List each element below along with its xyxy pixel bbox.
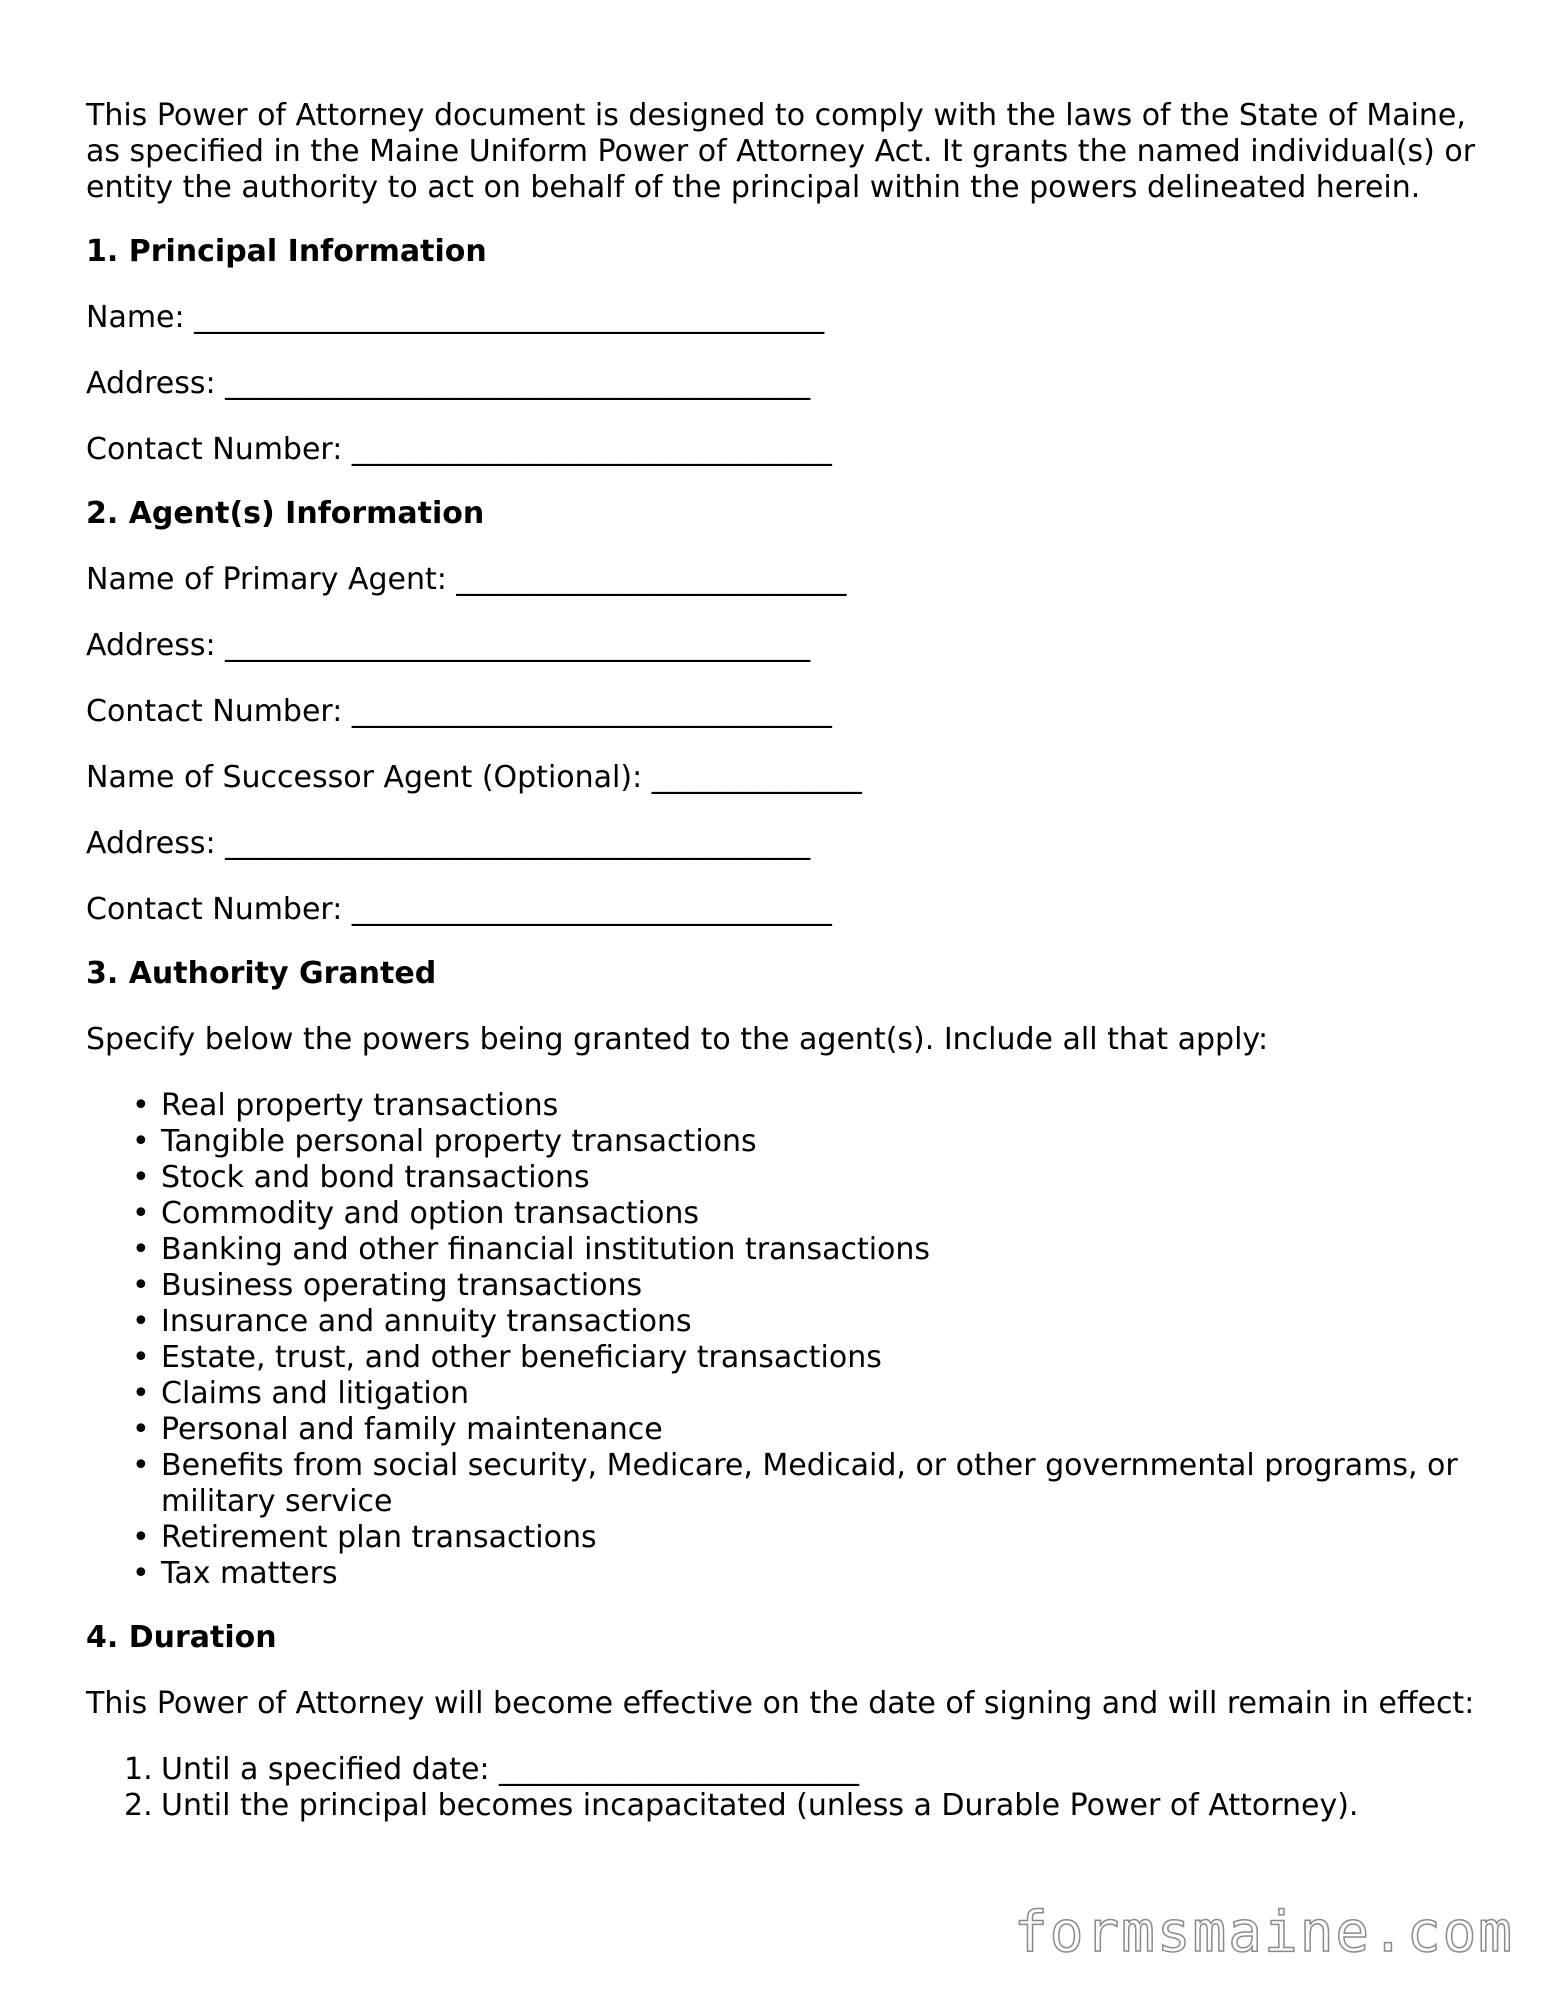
list-item [86, 1088, 1476, 1124]
bullet-icon: • [132, 1340, 150, 1375]
section-title-agents: 2. Agent(s) Information [86, 496, 485, 531]
bullet-icon: • [132, 1232, 150, 1267]
option-number: 2. [124, 1788, 153, 1823]
power-label: Business operating transactions [161, 1268, 643, 1303]
power-label: Personal and family maintenance [161, 1412, 663, 1447]
list-item [86, 1340, 1476, 1376]
power-label: Insurance and annuity transactions [161, 1304, 692, 1339]
successor-agent-contact-field[interactable]: Contact Number: ________________________________ [86, 892, 832, 927]
power-label: Banking and other financial institution transactions [161, 1232, 931, 1267]
watermark-logo: formsmaine.com [1013, 1900, 1514, 1965]
list-item [86, 1448, 1476, 1520]
primary-agent-name-field[interactable]: Name of Primary Agent: __________________________ [86, 562, 847, 597]
power-label: Tax matters [161, 1556, 338, 1591]
power-label: Benefits from social security, Medicare, Medicaid, or other governmental programs, or military service [161, 1448, 1458, 1519]
list-item [86, 1304, 1476, 1340]
list-item[interactable] [86, 1788, 1476, 1824]
power-label: Claims and litigation [161, 1376, 470, 1411]
list-item [86, 1376, 1476, 1412]
list-item [86, 1268, 1476, 1304]
duration-option-incapacitated: Until the principal becomes incapacitated (unless a Durable Power of Attorney). [161, 1788, 1359, 1823]
authority-instruction: Specify below the powers being granted to the agent(s). Include all that apply: [86, 1022, 1269, 1057]
section-title-duration: 4. Duration [86, 1620, 277, 1655]
principal-contact-field[interactable]: Contact Number: ________________________________ [86, 432, 832, 467]
intro-paragraph: This Power of Attorney document is designed to comply with the laws of the State of Maine, as specified in the Maine Uniform Power of Attorney Act. It grants the named individual(s) or entity the authority to act on behalf of the principal within the powers delineated herein. [86, 98, 1476, 205]
primary-agent-address-field[interactable]: Address: _______________________________________ [86, 628, 811, 663]
bullet-icon: • [132, 1268, 150, 1303]
document-page [86, 98, 1476, 1824]
section-title-authority: 3. Authority Granted [86, 956, 437, 991]
primary-agent-contact-field[interactable]: Contact Number: ________________________________ [86, 694, 832, 729]
duration-text: This Power of Attorney will become effective on the date of signing and will remain in effect: [86, 1686, 1475, 1721]
list-item [86, 1196, 1476, 1232]
successor-agent-name-field[interactable]: Name of Successor Agent (Optional): ______________ [86, 760, 862, 795]
power-label: Real property transactions [161, 1088, 559, 1123]
list-item [86, 1412, 1476, 1448]
power-label: Estate, trust, and other beneficiary transactions [161, 1340, 882, 1375]
duration-options-list [86, 1752, 1476, 1824]
list-item[interactable] [86, 1752, 1476, 1788]
bullet-icon: • [132, 1520, 150, 1555]
list-item [86, 1556, 1476, 1592]
list-item [86, 1160, 1476, 1196]
bullet-icon: • [132, 1304, 150, 1339]
list-item [86, 1520, 1476, 1556]
bullet-icon: • [132, 1196, 150, 1231]
bullet-icon: • [132, 1124, 150, 1159]
bullet-icon: • [132, 1160, 150, 1195]
powers-list [86, 1088, 1476, 1592]
section-title-principal: 1. Principal Information [86, 234, 487, 269]
power-label: Stock and bond transactions [161, 1160, 590, 1195]
bullet-icon: • [132, 1376, 150, 1411]
power-label: Retirement plan transactions [161, 1520, 597, 1555]
option-number: 1. [124, 1752, 153, 1787]
list-item [86, 1124, 1476, 1160]
successor-agent-address-field[interactable]: Address: _______________________________________ [86, 826, 811, 861]
bullet-icon: • [132, 1556, 150, 1591]
power-label: Tangible personal property transactions [161, 1124, 757, 1159]
bullet-icon: • [132, 1448, 150, 1483]
bullet-icon: • [132, 1088, 150, 1123]
list-item [86, 1232, 1476, 1268]
principal-name-field[interactable]: Name: __________________________________________ [86, 300, 825, 335]
principal-address-field[interactable]: Address: _______________________________________ [86, 366, 811, 401]
bullet-icon: • [132, 1412, 150, 1447]
power-label: Commodity and option transactions [161, 1196, 700, 1231]
duration-option-specified-date: Until a specified date: ________________________ [161, 1752, 860, 1787]
